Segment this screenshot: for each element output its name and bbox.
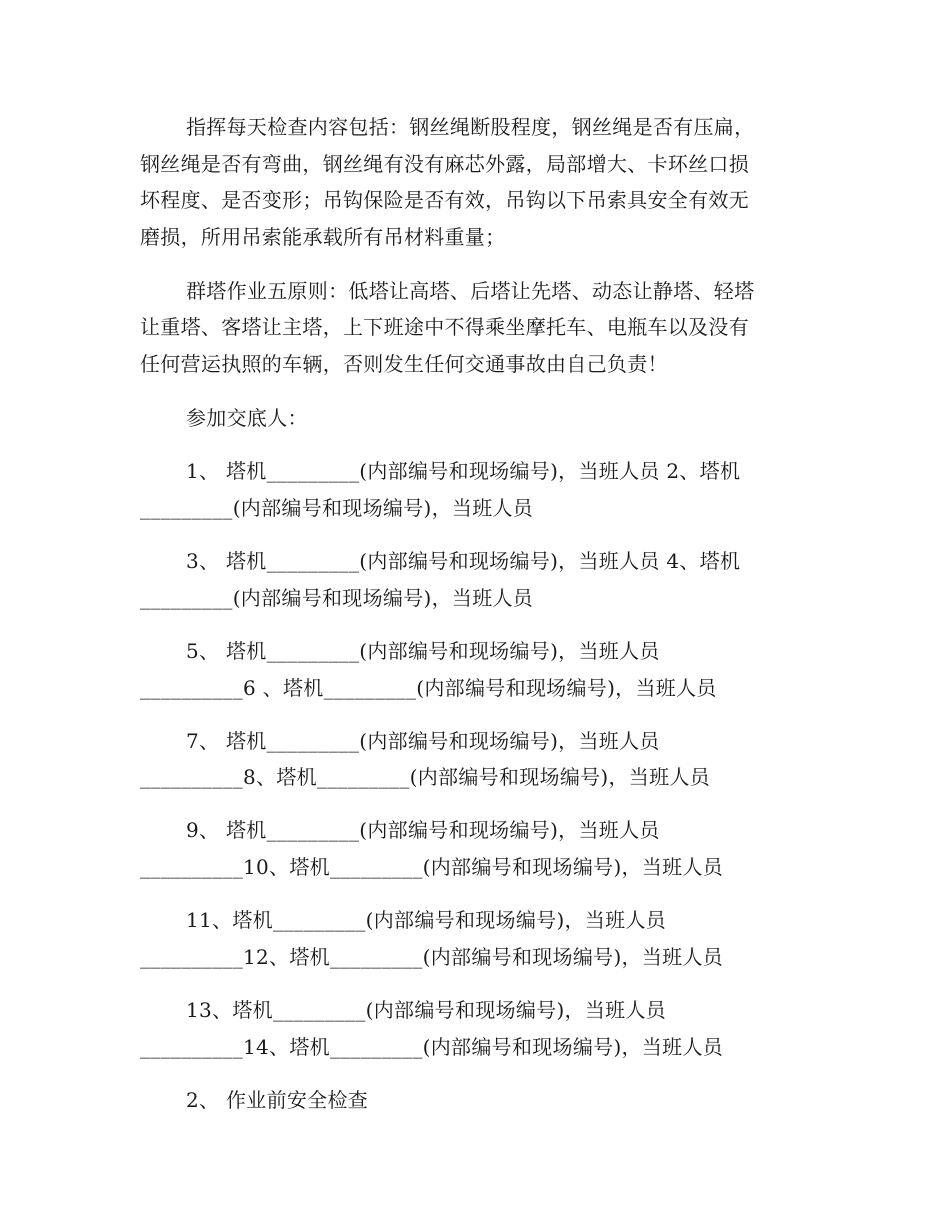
- crane-entry-13-line-1: 13、塔机_________(内部编号和现场编号)，当班人员: [186, 998, 667, 1022]
- crane-entry-9-line-1: 9、 塔机_________(内部编号和现场编号)，当班人员: [186, 818, 660, 842]
- crane-entry-13-line-2: __________14、塔机_________(内部编号和现场编号)，当班人员: [140, 1035, 724, 1059]
- crane-entry-3-line-1: 3、 塔机_________(内部编号和现场编号)，当班人员 4、塔机: [186, 549, 741, 573]
- crane-entry-11-line-1: 11、塔机_________(内部编号和现场编号)，当班人员: [186, 908, 667, 932]
- crane-entry-11-line-2: __________12、塔机_________(内部编号和现场编号)，当班人员: [140, 945, 724, 969]
- pre-work-safety-check-heading: 2、 作业前安全检查: [186, 1088, 369, 1112]
- inspection-line-1: 指挥每天检查内容包括：钢丝绳断股程度，钢丝绳是否有压扁，: [186, 115, 755, 139]
- participants-label: 参加交底人：: [186, 406, 308, 430]
- inspection-line-2: 钢丝绳是否有弯曲，钢丝绳有没有麻芯外露，局部增大、卡环丝口损: [140, 152, 749, 176]
- principles-line-1: 群塔作业五原则：低塔让高塔、后塔让先塔、动态让静塔、轻塔: [186, 279, 755, 303]
- principles-line-3: 任何营运执照的车辆，否则发生任何交通事故由自己负责！: [140, 352, 668, 376]
- crane-entry-9-line-2: __________10、塔机_________(内部编号和现场编号)，当班人员: [140, 855, 724, 879]
- crane-entry-3-line-2: _________(内部编号和现场编号)，当班人员: [140, 586, 534, 610]
- crane-entry-7-line-2: __________8、塔机_________(内部编号和现场编号)，当班人员: [140, 765, 711, 789]
- principles-line-2: 让重塔、客塔让主塔，上下班途中不得乘坐摩托车、电瓶车以及没有: [140, 315, 749, 339]
- crane-entry-5-line-1: 5、 塔机_________(内部编号和现场编号)，当班人员: [186, 639, 660, 663]
- crane-entry-1-line-1: 1、 塔机_________(内部编号和现场编号)，当班人员 2、塔机: [186, 459, 741, 483]
- crane-entry-1-line-2: _________(内部编号和现场编号)，当班人员: [140, 496, 534, 520]
- crane-entry-5-line-2: __________6 、塔机_________(内部编号和现场编号)，当班人员: [140, 676, 717, 700]
- crane-entry-7-line-1: 7、 塔机_________(内部编号和现场编号)，当班人员: [186, 729, 660, 753]
- inspection-line-4: 磨损，所用吊索能承载所有吊材料重量；: [140, 225, 506, 249]
- inspection-line-3: 坏程度、是否变形；吊钩保险是否有效，吊钩以下吊索具安全有效无: [140, 188, 749, 212]
